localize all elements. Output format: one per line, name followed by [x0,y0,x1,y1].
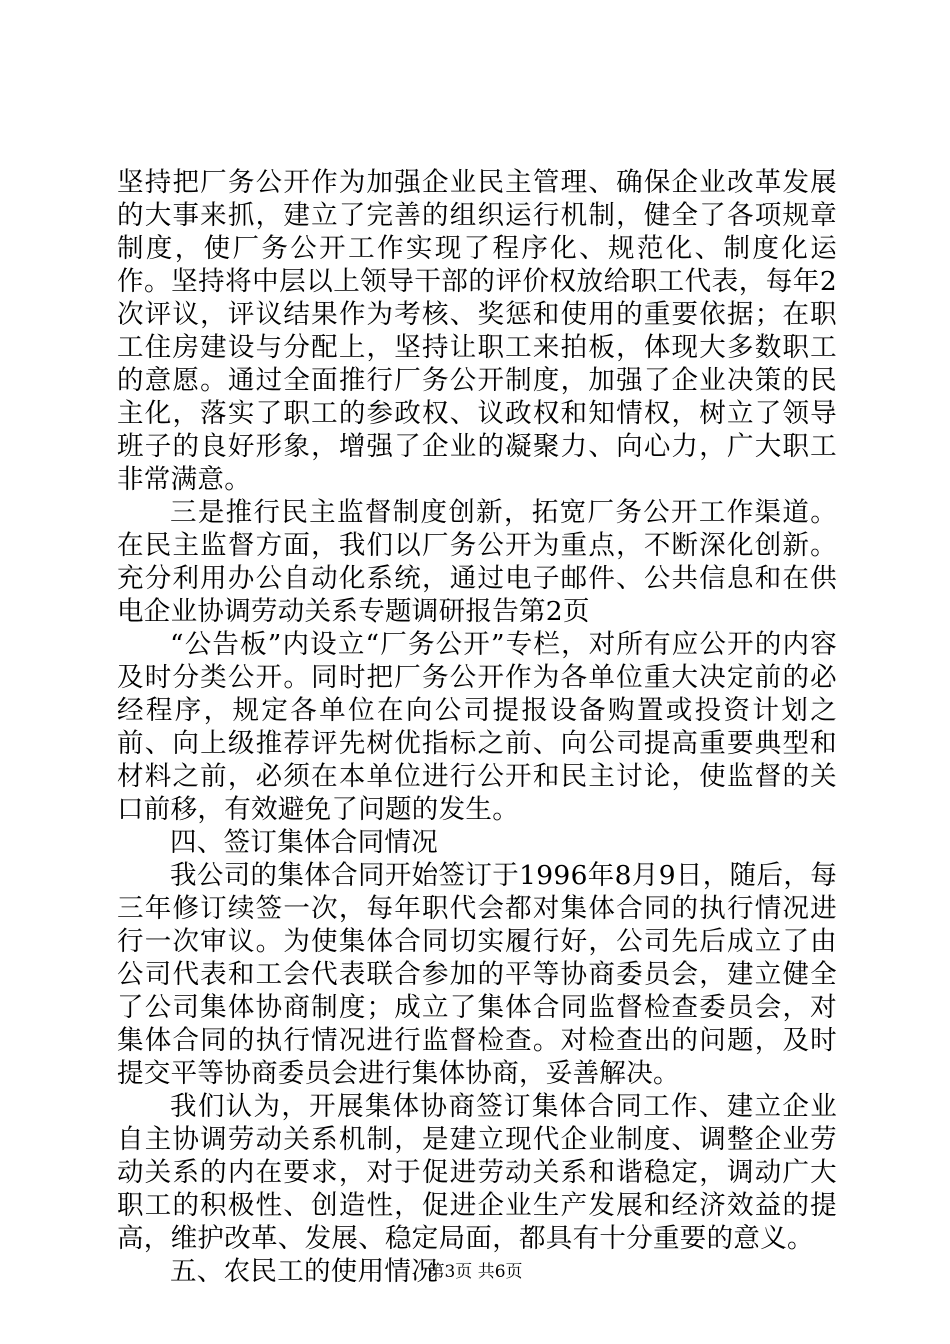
section-heading-migrant-workers: 五、农民工的使用情况 [170,1256,438,1287]
section-heading-collective-contract: 四、签订集体合同情况 [170,827,438,858]
paragraph-significance: 我们认为，开展集体协商签订集体合同工作、建立企业自主协调劳动关系机制，是建立现代企业制度、调整企业劳动关系的内在要求，对于促进劳动关系和谐稳定，调动广大职工的积极性、创造性，促进企业生产发展和经济效益的提高，维护改革、发展、稳定局面，都具有十分重要的意义。 [117,1091,837,1254]
paragraph-collective-contract: 我公司的集体合同开始签订于1996年8月9日，随后，每三年修订续签一次，每年职代会都对集体合同的执行情况进行一次审议。为使集体合同切实履行好，公司先后成立了由公司代表和工会代表联合参加的平等协商委员会，建立健全了公司集体协商制度；成立了集体合同监督检查委员会，对集体合同的执行情况进行监督检查。对检查出的问题，及时提交平等协商委员会进行集体协商，妥善解决。 [117,860,837,1089]
paragraph-democratic-supervision: 三是推行民主监督制度创新，拓宽厂务公开工作渠道。在民主监督方面，我们以厂务公开为重点，不断深化创新。充分利用办公自动化系统，通过电子邮件、公共信息和在供电企业协调劳动关系专题调研报告第2页 [117,497,837,627]
paragraph-bulletin-board: “公告板”内设立“厂务公开”专栏，对所有应公开的内容及时分类公开。同时把厂务公开作为各单位重大决定前的必经程序，规定各单位在向公司提报设备购置或投资计划之前、向上级推荐评先树优指标之前、向公司提高重要典型和材料之前，必须在本单位进行公开和民主讨论，使监督的关口前移，有效避免了问题的发生。 [117,629,837,825]
page-footer [0,1262,950,1282]
document-body [117,166,837,1288]
page-number: 第3页 共6页 [427,1262,523,1282]
paragraph-continuation: 坚持把厂务公开作为加强企业民主管理、确保企业改革发展的大事来抓，建立了完善的组织运行机制，健全了各项规章制度，使厂务公开工作实现了程序化、规范化、制度化运作。坚持将中层以上领导干部的评价权放给职工代表，每年2次评议，评议结果作为考核、奖惩和使用的重要依据；在职工住房建设与分配上，坚持让职工来拍板，体现大多数职工的意愿。通过全面推行厂务公开制度，加强了企业决策的民主化，落实了职工的参政权、议政权和知情权，树立了领导班子的良好形象，增强了企业的凝聚力、向心力，广大职工非常满意。 [117,167,837,495]
